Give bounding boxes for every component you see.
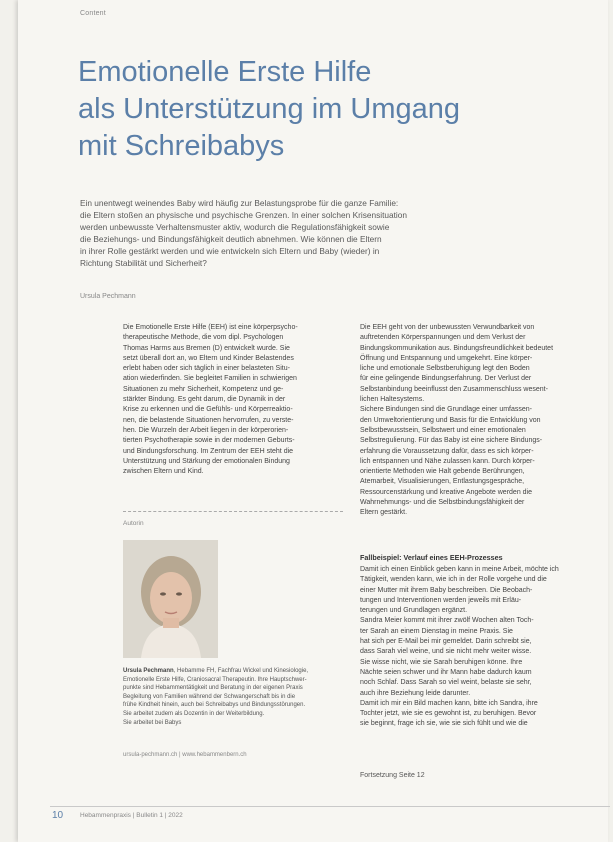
body-line: tungen und Interventionen werden jeweils mit Erläu-: [360, 596, 522, 604]
body-line: nen, die belastende Situationen hervorrufen, zu verste-: [123, 416, 294, 424]
author-bio: [123, 667, 345, 727]
body-line: Bindungskommunikation aus. Bindungsfreundlichkeit bedeutet: [360, 344, 554, 352]
lead-line: die Eltern stoßen an physische und psychische Grenzen. In einer solchen Krisensituation: [80, 210, 407, 221]
body-line: Ressourcenstärkung und kreative Angebote werden die: [360, 488, 532, 496]
lead-paragraph: [80, 197, 540, 270]
body-line: tierten Psychotherapie sowie in der modernen Geburts-: [123, 437, 295, 445]
publication-footer: Hebammenpraxis | Bulletin 1 | 2022: [80, 812, 183, 819]
body-line: Krise zu erkennen und die Gefühls- und Körperreaktio-: [123, 406, 293, 414]
bio-line: [123, 667, 345, 676]
body-line: dass Sarah viel weine, und sie nicht mehr weiter wisse.: [360, 648, 532, 656]
title-line: als Unterstützung im Umgang: [78, 93, 460, 125]
body-line: ter Sarah an einem Dienstag in meine Praxis. Sie: [360, 627, 513, 635]
author-box-divider: [123, 511, 343, 512]
body-line: erfahrung die Voraussetzung dafür, dass es sich körper-: [360, 447, 534, 455]
body-line: Öffnung und Entspannung und umgekehrt. Eine körper-: [360, 354, 533, 362]
bio-line-rest: , Hebamme FH, Fachfrau Wickel und Kinesiologie,: [173, 668, 309, 674]
title-line: mit Schreibabys: [78, 130, 285, 162]
body-line: Die Emotionelle Erste Hilfe (EEH) ist eine körperpsycho-: [123, 324, 298, 331]
body-line: setzt überall dort an, wo Eltern und Kinder Belastendes: [123, 354, 294, 362]
body-line: lich entspannen und Nähe zulassen kann. Durch körper-: [360, 457, 535, 465]
body-line: Eltern gestärkt.: [360, 509, 408, 517]
body-line: noch Schlaf. Dass Sarah so viel weint, belaste sie sehr,: [360, 679, 532, 687]
body-line: Sichere Bindungen sind die Grundlage einer umfassen-: [360, 406, 532, 414]
body-line: sie beginnt, frage ich sie, wie sie sich fühlt und wie die: [360, 720, 528, 728]
body-line: auch ihre Beziehung leide darunter.: [360, 689, 471, 697]
bio-line: Sie arbeitet bei Babys: [123, 719, 182, 726]
author-name: Ursula Pechmann: [123, 668, 174, 674]
body-line: Damit ich einen Einblick geben kann in meine Arbeit, möchte ich: [360, 566, 559, 573]
body-line: Unterstützung und Stärkung der emotionalen Bindung: [123, 457, 290, 465]
bio-line: punkte sind Hebammentätigkeit und Beratung in der eigenen Praxis: [123, 685, 303, 692]
article-title: [78, 54, 538, 165]
body-line: Sandra Meier kommt mit ihrer zwölf Wochen alten Toch-: [360, 617, 534, 625]
footer-divider: [50, 806, 610, 807]
body-line: orientierte Methoden wie Halt gebende Berührungen,: [360, 468, 525, 476]
body-line: hat sich per E-Mail bei mir gemeldet. Darin schreibt sie,: [360, 638, 532, 646]
body-line: zwischen Eltern und Kind.: [123, 468, 204, 476]
body-column-left: [123, 323, 345, 477]
body-line: auftretenden Körperspannungen und dem Verlust der: [360, 334, 526, 342]
bio-line: Begleitung von Familien während der Schwangerschaft bis in die: [123, 693, 296, 700]
body-line: für eine gelingende Bindungserfahrung. Der Verlust der: [360, 375, 532, 383]
bio-line: Emotionelle Erste Hilfe, Craniosacral Therapeutin. Ihre Hauptschwer-: [123, 676, 307, 683]
author-photo: [123, 540, 218, 658]
body-line: Thomas Harms aus Bremen (D) entwickelt wurde. Sie: [123, 344, 290, 352]
body-column-right: [360, 323, 600, 519]
body-line: lichen Haltesystems.: [360, 396, 425, 404]
body-line: Tätigkeit, wenden kann, wie ich in der Rolle vorgehe und die: [360, 576, 547, 584]
body-line: Selbstanbindung beeinflusst den Zusammenschluss wesent-: [360, 385, 548, 393]
body-line: Wahrnehmungs- und die Selbstbindungsfähigkeit der: [360, 499, 525, 507]
body-line: einer Mutter mit ihrem Baby beschreiben. Die Beobach-: [360, 586, 533, 594]
body-line: und Bindungsforschung. Im Zentrum der EEH steht die: [123, 447, 294, 455]
body-line: terungen und Grundlagen ergänzt.: [360, 607, 468, 615]
author-website[interactable]: ursula-pechmann.ch | www.hebammenbern.ch: [123, 752, 247, 758]
body-line: Atemarbeit, Visualisierungen, Entlastungsgespräche,: [360, 478, 525, 486]
body-line: liche und emotionale Selbstberuhigung legt den Boden: [360, 365, 530, 373]
lead-line: Richtung Stabilität und Sicherheit?: [80, 258, 207, 269]
body-line: Damit ich mir ein Bild machen kann, bitte ich Sandra, ihre: [360, 699, 538, 707]
title-line: Emotionelle Erste Hilfe: [78, 56, 372, 88]
bio-line: Sie arbeitet zudem als Dozentin in der Weiterbildung.: [123, 710, 265, 717]
body-line: stärkter Bindung. Es geht darum, die Dynamik in der: [123, 396, 286, 404]
continued-note: Fortsetzung Seite 12: [360, 772, 425, 779]
body-line: Die EEH geht von der unbewussten Verwundbarkeit von: [360, 324, 535, 331]
body-line: Nächte seien schwer und ihr Mann habe dadurch kaum: [360, 668, 532, 676]
body-line: Selbstregulierung. Für das Baby ist eine sichere Bindungs-: [360, 437, 543, 445]
page-number: 10: [52, 810, 64, 821]
lead-line: Ein unentwegt weinendes Baby wird häufig zur Belastungsprobe für die ganze Familie:: [80, 198, 399, 208]
author-box-label: Autorin: [123, 520, 144, 527]
case-study-text: [360, 565, 600, 730]
section-rubric: Content: [80, 10, 106, 17]
body-line: Situationen zu mehr Sicherheit, Kompetenz und ge-: [123, 385, 284, 393]
body-line: erlebt haben oder sich täglich in einer belasteten Situ-: [123, 365, 290, 373]
body-line: ation wiederfinden. Sie begleitet Familien in schwierigen: [123, 375, 297, 383]
body-line: Selbstbewusstsein, Selbstwert und einer emotionalen: [360, 426, 526, 434]
case-study-heading: Fallbeispiel: Verlauf eines EEH-Prozesses: [360, 553, 503, 562]
portrait-image: [123, 540, 218, 658]
body-line: Sie wisse nicht, wie sie Sarah beruhigen könne. Ihre: [360, 658, 523, 666]
body-line: therapeutische Methode, die vom dipl. Psychologen: [123, 334, 284, 342]
body-line: den Umweltorientierung und Basis für die Entwicklung von: [360, 416, 541, 424]
body-line: Tochter jetzt, wie sie es gewohnt ist, zu beruhigen. Bevor: [360, 710, 537, 718]
bio-line: frühe Kindheit hinein, auch bei Schreibabys und Bindungsstörungen.: [123, 702, 306, 709]
lead-line: in ihrer Rolle gestärkt werden und wie entwickeln sich Eltern und Baby (wieder) in: [80, 246, 380, 257]
lead-line: die Beziehungs- und Bindungsfähigkeit deutlich abnehmen. Wie können die Eltern: [80, 234, 382, 245]
author-byline: Ursula Pechmann: [80, 293, 136, 300]
body-line: hen. Die Wurzeln der Arbeit liegen in der körperorien-: [123, 426, 289, 434]
lead-line: werden unbewusste Verhaltensmuster aktiv, wodurch die Regulationsfähigkeit sowie: [80, 222, 390, 233]
